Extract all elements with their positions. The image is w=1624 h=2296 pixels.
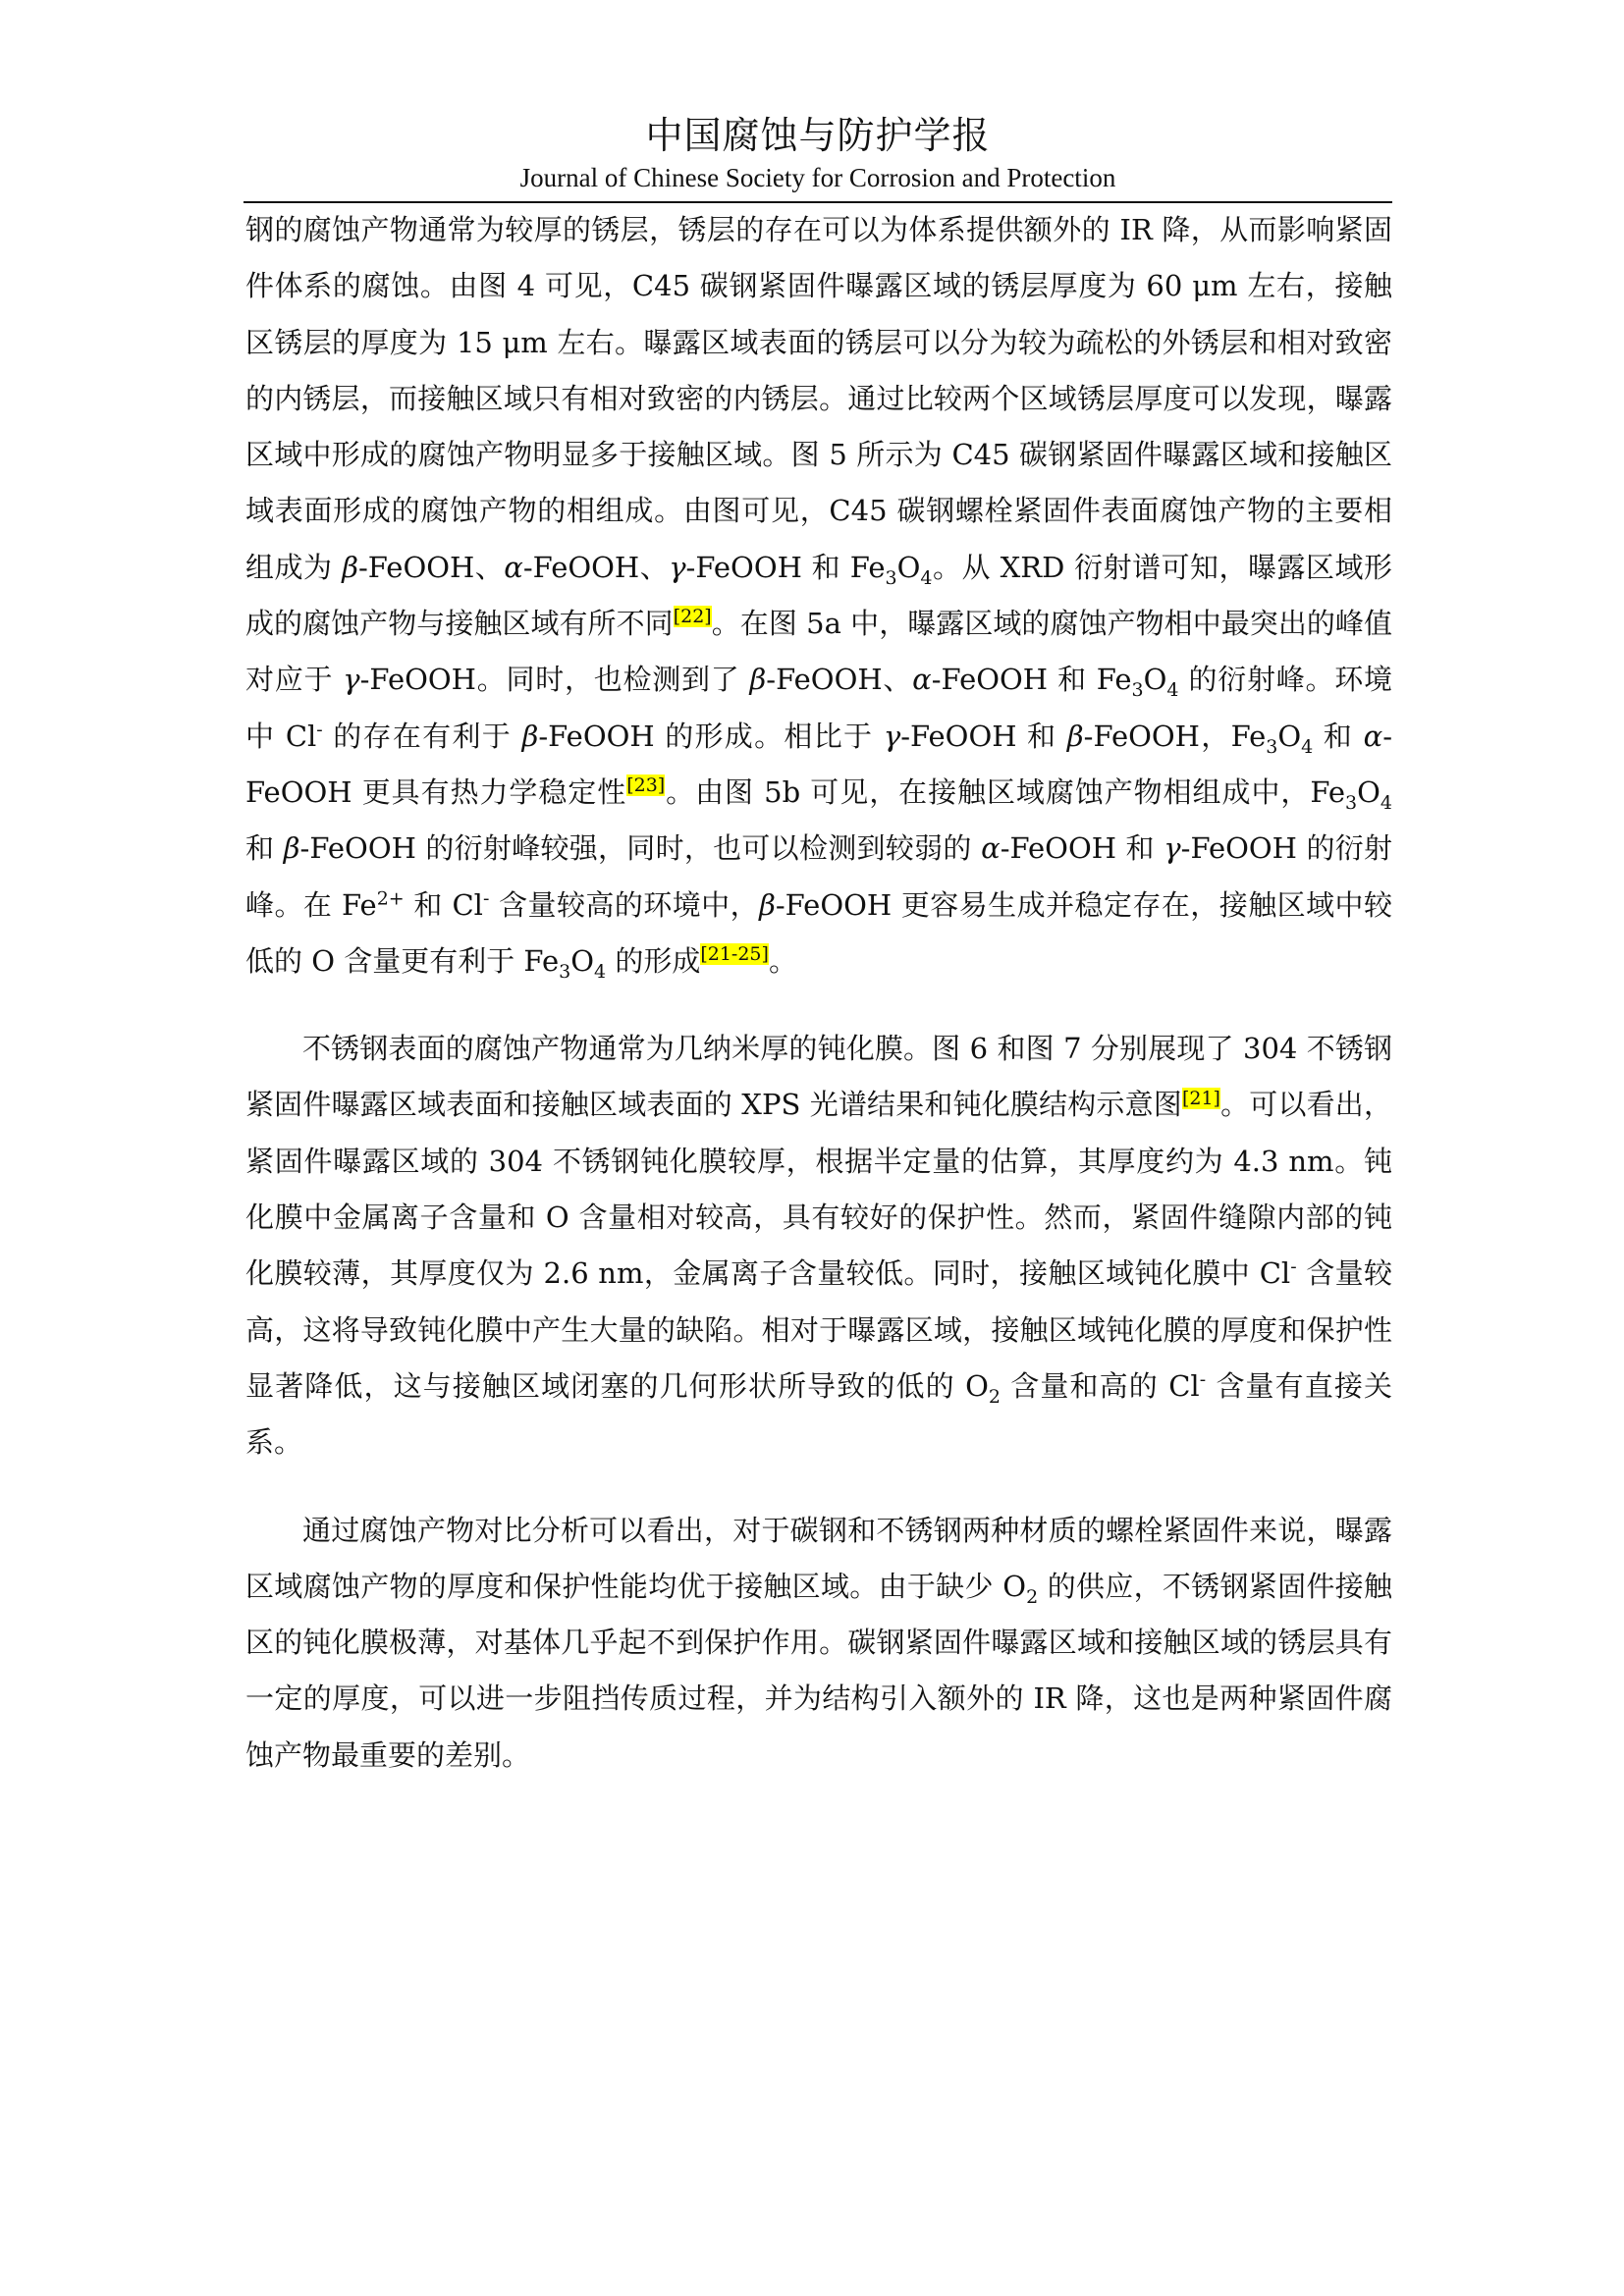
paragraph-3 [245, 1503, 1392, 1784]
text-run: 含量有直接关系。 [245, 1368, 1393, 1460]
text-run: α [981, 831, 1001, 866]
text-run: 4 [920, 566, 933, 589]
text-run: O [1277, 719, 1302, 753]
text-run: -FeOOH 更具有热力学稳定性 [245, 719, 1392, 809]
text-run: 2+ [376, 886, 405, 909]
text-run: -FeOOH 和 [900, 719, 1067, 753]
citation-ref: [21-25] [700, 943, 769, 966]
text-run: 含量较高的环境中， [489, 887, 760, 922]
text-run: 和 Cl [404, 887, 483, 922]
text-run: -FeOOH 的形成。相比于 [538, 719, 884, 753]
text-run: 3 [1131, 679, 1144, 702]
text-run: -FeOOH 的衍射峰较强，同时，也可以检测到较弱的 [299, 831, 982, 866]
text-run: -FeOOH。同时，也检测到了 [359, 663, 750, 697]
text-run: -FeOOH 更容易生成并稳定存在，接触区域中较低的 O 含量更有利于 Fe [245, 887, 1392, 978]
text-run: -FeOOH、 [766, 663, 913, 697]
text-run: γ [343, 663, 360, 697]
citation-ref: [22] [673, 606, 712, 628]
text-run: -FeOOH，Fe [1083, 719, 1267, 753]
text-run: -FeOOH 的衍射峰。在 Fe [245, 831, 1393, 922]
text-run: 4 [1301, 735, 1314, 758]
text-run: O [896, 550, 921, 584]
text-run: β [1066, 719, 1084, 753]
text-run: β [749, 663, 767, 697]
text-run: O [1357, 774, 1380, 809]
text-run: 4 [1166, 679, 1179, 702]
text-run: 的形成 [606, 943, 701, 978]
text-run: 钢的腐蚀产物通常为较厚的锈层，锈层的存在可以为体系提供额外的 IR 降，从而影响紧固件体系的腐蚀。由图 4 可见，C45 碳钢紧固件曝露区域的锈层厚度为 60 μm 左右，接触区锈层的厚度为 15 μm 左右。曝露区域表面的锈层可以分为较为疏松的外锈层和相对致密的内锈层，而接触区域只有相对致密的内锈层。通过比较两个区域锈层厚度可以发现，曝露区域中形成的腐蚀产物明显多于接触区域。图 5 所示为 C45 碳钢紧固件曝露区域和接触区域表面形成的腐蚀产物的相组成。由图可见，C45 碳钢螺栓紧固件表面腐蚀产物的主要相组成为 [245, 213, 1392, 584]
text-run: α [504, 550, 523, 584]
text-run: 3 [559, 960, 571, 983]
text-run: -FeOOH 和 [1000, 831, 1164, 866]
text-run: 。由图 5b 可见，在接触区域腐蚀产物相组成中，Fe [665, 774, 1346, 809]
text-run: 2 [988, 1385, 1001, 1408]
text-run: β [342, 550, 358, 584]
text-run: O [1143, 663, 1167, 697]
text-run: 。可以看出，紧固件曝露区域的 304 不锈钢钝化膜较厚，根据半定量的估算，其厚度约为 4.3 nm。钝化膜中金属离子含量和 O 含量相对较高，具有较好的保护性。然而，紧固件缝隙内部的钝化膜较薄，其厚度仅为 2.6 nm，金属离子含量较低。同时，接触区域钝化膜中 Cl [245, 1088, 1392, 1291]
text-run: -FeOOH、 [522, 550, 670, 584]
text-run: 。在图 5a 中，曝露区域的腐蚀产物相中最突出的峰值对应于 [245, 607, 1392, 697]
text-run: β [521, 719, 539, 753]
text-run: 和 [1313, 719, 1364, 753]
text-run: 的供应，不锈钢紧固件接触区的钝化膜极薄，对基体几乎起不到保护作用。碳钢紧固件曝露区域和接触区域的锈层具有一定的厚度，可以进一步阻挡传质过程，并为结构引入额外的 IR 降，这也是两种紧固件腐蚀产物最重要的差别。 [245, 1569, 1392, 1772]
text-run: O [570, 943, 595, 978]
text-run: -FeOOH 和 Fe [685, 550, 886, 584]
text-run: γ [669, 550, 686, 584]
text-run: - [1199, 1368, 1207, 1391]
text-run: 3 [885, 566, 897, 589]
paragraph-1 [245, 202, 1392, 989]
text-run: γ [883, 719, 901, 753]
text-run: β [283, 831, 300, 866]
text-run: 3 [1266, 735, 1278, 758]
text-run: 和 [245, 831, 284, 866]
body-text [245, 202, 1392, 1784]
text-run: 的存在有利于 [322, 719, 522, 753]
text-run: 的衍射峰。环境中 Cl [245, 663, 1393, 753]
text-run: β [759, 887, 776, 922]
page-header [244, 110, 1392, 194]
text-run: 含量和高的 Cl [1000, 1368, 1200, 1403]
text-run: - [482, 886, 490, 909]
journal-title-en: Journal of Chinese Society for Corrosion and Protection [519, 163, 1116, 192]
text-run: 4 [1380, 791, 1392, 814]
text-run: 不锈钢表面的腐蚀产物通常为几纳米厚的钝化膜。图 6 和图 7 分别展现了 304 不锈钢紧固件曝露区域表面和接触区域表面的 XPS 光谱结果和钝化膜结构示意图 [245, 1032, 1392, 1122]
citation-ref: [21] [1181, 1087, 1220, 1109]
journal-title-cn: 中国腐蚀与防护学报 [645, 114, 991, 157]
text-run: α [912, 663, 932, 697]
text-run: α [1363, 719, 1383, 753]
text-run: 。从 XRD 衍射谱可知，曝露区域形成的腐蚀产物与接触区域有所不同 [245, 550, 1393, 641]
text-run: - [1290, 1255, 1297, 1278]
text-run: 。 [768, 943, 797, 978]
text-run: -FeOOH、 [357, 550, 505, 584]
text-run: - [316, 719, 323, 741]
text-run: γ [1164, 831, 1181, 866]
text-run: 通过腐蚀产物对比分析可以看出，对于碳钢和不锈钢两种材质的螺栓紧固件来说，曝露区域腐蚀产物的厚度和保护性能均优于接触区域。由于缺少 O [245, 1513, 1392, 1603]
text-run: 2 [1026, 1585, 1039, 1608]
text-run: 4 [594, 960, 607, 983]
paragraph-2 [245, 1021, 1392, 1470]
text-run: -FeOOH 和 Fe [931, 663, 1132, 697]
citation-ref: [23] [626, 774, 666, 797]
text-run: 含量较高，这将导致钝化膜中产生大量的缺陷。相对于曝露区域，接触区域钝化膜的厚度和保护性显著降低，这与接触区域闭塞的几何形状所导致的低的 O [245, 1256, 1393, 1403]
text-run: 3 [1345, 791, 1358, 814]
